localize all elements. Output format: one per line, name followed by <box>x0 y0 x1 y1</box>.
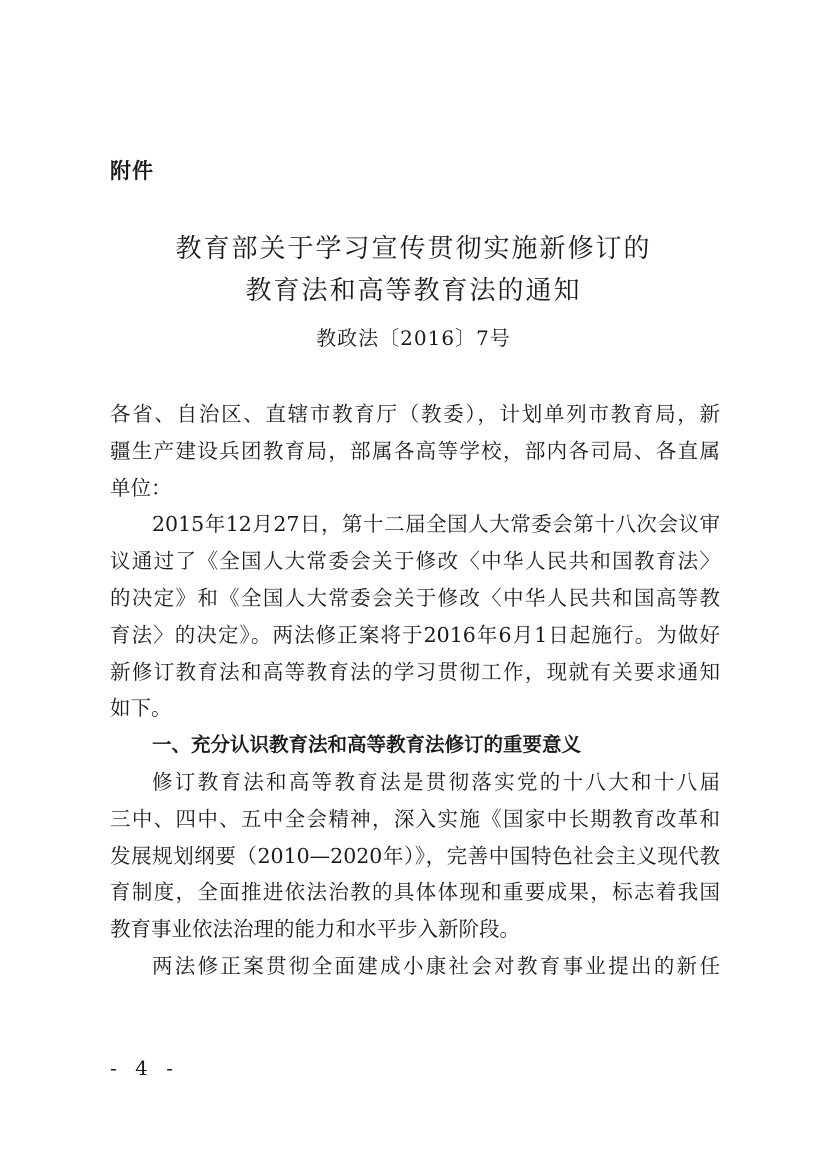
body-line: 2015年12月27日，第十二届全国人大常委会第十八次会议审 <box>152 512 720 537</box>
body-line: 疆生产建设兵团教育局，部属各高等学校，部内各司局、各直属 <box>110 438 720 463</box>
body-line: 育法〉的决定》。两法修正案将于2016年6月1日起施行。为做好 <box>110 622 720 647</box>
section-heading: 一、充分认识教育法和高等教育法修订的重要意义 <box>152 733 582 757</box>
document-title-line-1: 教育部关于学习宣传贯彻实施新修订的 <box>175 234 652 264</box>
body-line: 新修订教育法和高等教育法的学习贯彻工作，现就有关要求通知 <box>110 659 720 684</box>
body-line: 三中、四中、五中全会精神，深入实施《国家中长期教育改革和 <box>110 806 720 831</box>
body-line: 各省、自治区、直辖市教育厅（教委），计划单列市教育局，新 <box>110 402 720 426</box>
body-line: 如下。 <box>110 696 172 721</box>
body-line: 单位： <box>110 475 172 500</box>
body-line: 育制度，全面推进依法治教的具体体现和重要成果，标志着我国 <box>110 880 720 905</box>
body-line: 发展规划纲要（2010—2020年）》，完善中国特色社会主义现代教 <box>110 843 720 868</box>
document-number: 教政法〔2016〕7号 <box>316 326 511 350</box>
body-line: 的决定》和《全国人大常委会关于修改〈中华人民共和国高等教 <box>110 585 720 610</box>
document-body <box>110 396 720 985</box>
body-line: 修订教育法和高等教育法是贯彻落实党的十八大和十八届 <box>152 769 720 794</box>
document-title-line-2: 教育法和高等教育法的通知 <box>245 276 582 306</box>
attachment-label: 附件 <box>110 159 154 183</box>
body-line: 议通过了《全国人大常委会关于修改〈中华人民共和国教育法〉 <box>110 549 720 574</box>
page-number: - 4 - <box>110 1056 179 1080</box>
body-line: 两法修正案贯彻全面建成小康社会对教育事业提出的新任 <box>152 953 720 978</box>
body-line: 教育事业依法治理的能力和水平步入新阶段。 <box>110 917 520 942</box>
